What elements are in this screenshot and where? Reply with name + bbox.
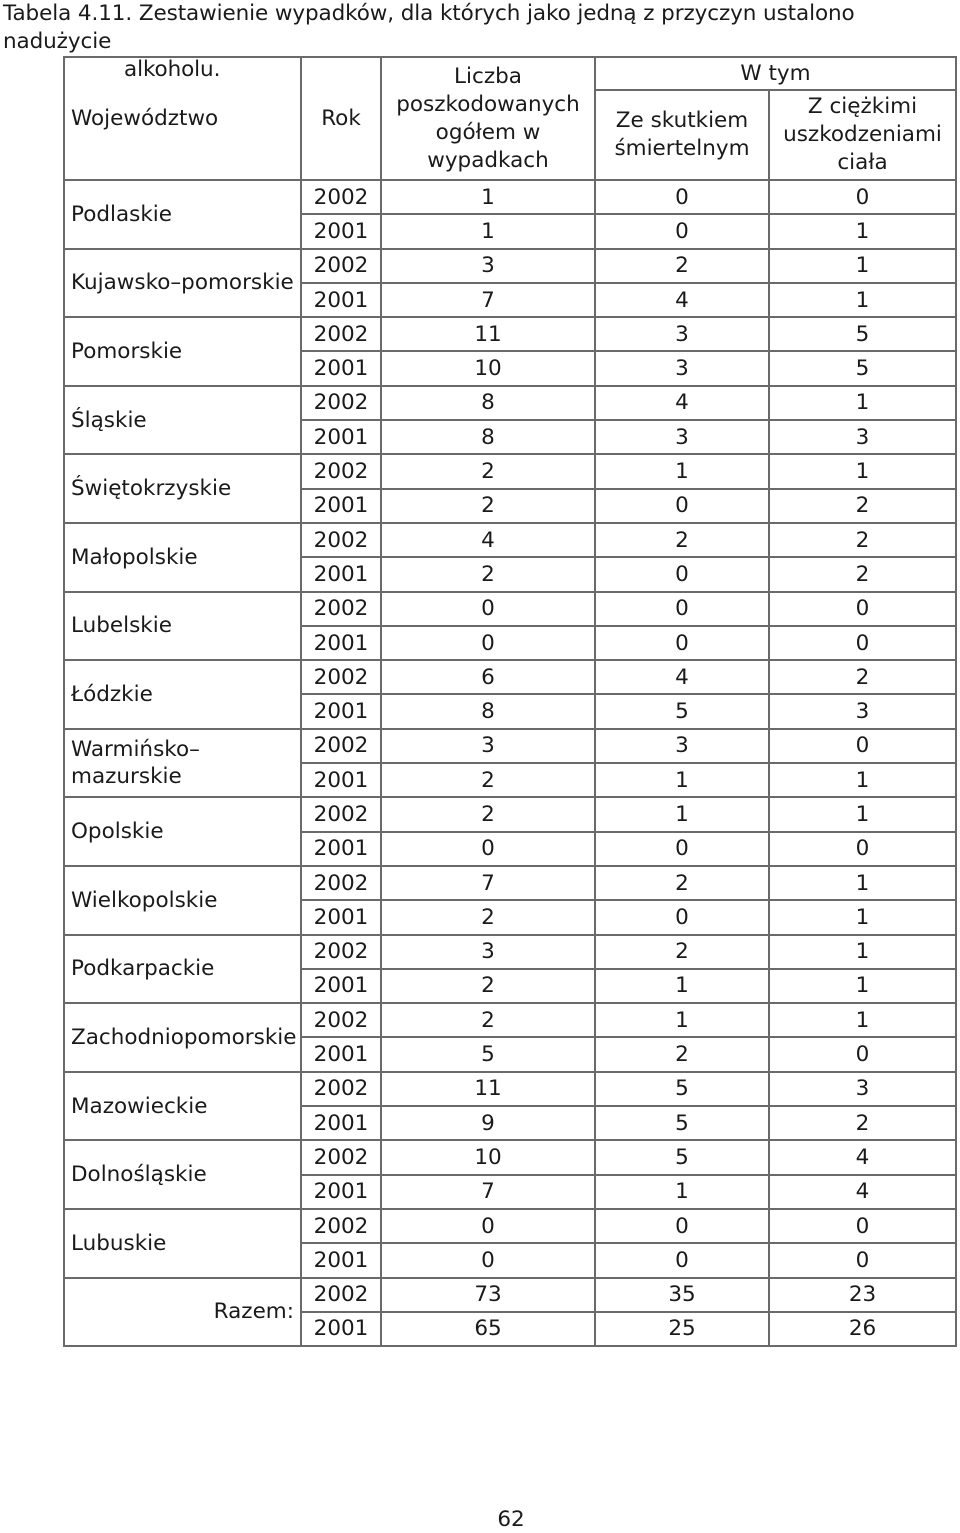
total-injured-cell: 11 bbox=[381, 317, 595, 351]
fatal-cell: 3 bbox=[595, 317, 769, 351]
year-cell: 2002 bbox=[301, 454, 381, 488]
serious-injury-cell: 1 bbox=[769, 283, 956, 317]
serious-injury-cell: 2 bbox=[769, 1106, 956, 1140]
year-cell: 2001 bbox=[301, 420, 381, 454]
year-cell: 2001 bbox=[301, 1175, 381, 1209]
total-injured-cell: 8 bbox=[381, 694, 595, 728]
caption-line-2: alkoholu. bbox=[124, 57, 221, 82]
fatal-cell: 3 bbox=[595, 420, 769, 454]
fatal-cell: 1 bbox=[595, 969, 769, 1003]
total-injured-cell: 1 bbox=[381, 180, 595, 214]
serious-injury-cell: 26 bbox=[769, 1312, 956, 1346]
header-rok: Rok bbox=[301, 57, 381, 180]
serious-injury-cell: 0 bbox=[769, 1243, 956, 1277]
table-row bbox=[64, 386, 956, 420]
total-injured-cell: 0 bbox=[381, 626, 595, 660]
serious-injury-cell: 0 bbox=[769, 729, 956, 763]
wojewodztwo-cell: Śląskie bbox=[64, 386, 301, 455]
fatal-cell: 0 bbox=[595, 180, 769, 214]
serious-injury-cell: 4 bbox=[769, 1175, 956, 1209]
wojewodztwo-cell: Dolnośląskie bbox=[64, 1140, 301, 1209]
fatal-cell: 5 bbox=[595, 1072, 769, 1106]
fatal-cell: 0 bbox=[595, 1243, 769, 1277]
year-cell: 2001 bbox=[301, 832, 381, 866]
year-cell: 2001 bbox=[301, 214, 381, 248]
year-cell: 2001 bbox=[301, 694, 381, 728]
serious-injury-cell: 5 bbox=[769, 317, 956, 351]
year-cell: 2002 bbox=[301, 386, 381, 420]
table-row bbox=[64, 866, 956, 900]
accidents-table bbox=[63, 56, 957, 1347]
serious-injury-cell: 0 bbox=[769, 1209, 956, 1243]
total-injured-cell: 0 bbox=[381, 592, 595, 626]
serious-injury-cell: 1 bbox=[769, 763, 956, 797]
total-injured-cell: 1 bbox=[381, 214, 595, 248]
year-cell: 2001 bbox=[301, 969, 381, 1003]
total-injured-cell: 2 bbox=[381, 797, 595, 831]
wojewodztwo-cell: Podlaskie bbox=[64, 180, 301, 249]
serious-injury-cell: 0 bbox=[769, 832, 956, 866]
fatal-cell: 5 bbox=[595, 1140, 769, 1174]
total-injured-cell: 2 bbox=[381, 489, 595, 523]
wojewodztwo-cell: Łódzkie bbox=[64, 660, 301, 729]
table-body bbox=[64, 180, 956, 1346]
header-wojewodztwo: Województwo bbox=[64, 57, 301, 180]
serious-injury-cell: 1 bbox=[769, 935, 956, 969]
serious-injury-cell: 5 bbox=[769, 351, 956, 385]
total-injured-cell: 4 bbox=[381, 523, 595, 557]
serious-injury-cell: 2 bbox=[769, 489, 956, 523]
year-cell: 2002 bbox=[301, 1072, 381, 1106]
wojewodztwo-cell: Kujawsko–pomorskie bbox=[64, 249, 301, 318]
total-injured-cell: 2 bbox=[381, 969, 595, 1003]
fatal-cell: 4 bbox=[595, 386, 769, 420]
serious-injury-cell: 1 bbox=[769, 1003, 956, 1037]
fatal-cell: 2 bbox=[595, 935, 769, 969]
serious-injury-cell: 2 bbox=[769, 557, 956, 591]
year-cell: 2002 bbox=[301, 180, 381, 214]
total-injured-cell: 3 bbox=[381, 729, 595, 763]
year-cell: 2001 bbox=[301, 1243, 381, 1277]
wojewodztwo-cell: Lubuskie bbox=[64, 1209, 301, 1278]
fatal-cell: 2 bbox=[595, 523, 769, 557]
wojewodztwo-cell: Lubelskie bbox=[64, 592, 301, 661]
year-cell: 2001 bbox=[301, 557, 381, 591]
table-row bbox=[64, 797, 956, 831]
header-w-tym: W tym bbox=[595, 57, 956, 90]
wojewodztwo-cell: Świętokrzyskie bbox=[64, 454, 301, 523]
wojewodztwo-cell: Wielkopolskie bbox=[64, 866, 301, 935]
year-cell: 2002 bbox=[301, 1003, 381, 1037]
year-cell: 2002 bbox=[301, 592, 381, 626]
total-injured-cell: 0 bbox=[381, 1209, 595, 1243]
total-injured-cell: 65 bbox=[381, 1312, 595, 1346]
fatal-cell: 3 bbox=[595, 351, 769, 385]
table-row bbox=[64, 1072, 956, 1106]
year-cell: 2002 bbox=[301, 1209, 381, 1243]
wojewodztwo-cell: Podkarpackie bbox=[64, 935, 301, 1004]
wojewodztwo-cell: Małopolskie bbox=[64, 523, 301, 592]
fatal-cell: 4 bbox=[595, 283, 769, 317]
total-injured-cell: 10 bbox=[381, 351, 595, 385]
serious-injury-cell: 3 bbox=[769, 694, 956, 728]
total-injured-cell: 2 bbox=[381, 454, 595, 488]
fatal-cell: 1 bbox=[595, 797, 769, 831]
serious-injury-cell: 0 bbox=[769, 180, 956, 214]
total-injured-cell: 7 bbox=[381, 1175, 595, 1209]
serious-injury-cell: 0 bbox=[769, 1037, 956, 1071]
total-injured-cell: 11 bbox=[381, 1072, 595, 1106]
year-cell: 2001 bbox=[301, 1037, 381, 1071]
total-injured-cell: 7 bbox=[381, 283, 595, 317]
table-row bbox=[64, 729, 956, 763]
year-cell: 2002 bbox=[301, 317, 381, 351]
year-cell: 2001 bbox=[301, 351, 381, 385]
serious-injury-cell: 1 bbox=[769, 866, 956, 900]
fatal-cell: 1 bbox=[595, 454, 769, 488]
fatal-cell: 1 bbox=[595, 763, 769, 797]
wojewodztwo-cell: Warmińsko– mazurskie bbox=[64, 729, 301, 798]
serious-injury-cell: 4 bbox=[769, 1140, 956, 1174]
serious-injury-cell: 1 bbox=[769, 454, 956, 488]
fatal-cell: 1 bbox=[595, 1003, 769, 1037]
total-injured-cell: 2 bbox=[381, 900, 595, 934]
fatal-cell: 0 bbox=[595, 489, 769, 523]
serious-injury-cell: 23 bbox=[769, 1278, 956, 1312]
total-label: Razem: bbox=[64, 1278, 301, 1347]
serious-injury-cell: 1 bbox=[769, 900, 956, 934]
serious-injury-cell: 1 bbox=[769, 214, 956, 248]
serious-injury-cell: 3 bbox=[769, 420, 956, 454]
table-row bbox=[64, 1278, 956, 1312]
table-row bbox=[64, 317, 956, 351]
total-injured-cell: 5 bbox=[381, 1037, 595, 1071]
total-injured-cell: 6 bbox=[381, 660, 595, 694]
serious-injury-cell: 1 bbox=[769, 249, 956, 283]
total-injured-cell: 0 bbox=[381, 832, 595, 866]
table-row bbox=[64, 454, 956, 488]
header-smiertelnym: Ze skutkiem śmiertelnym bbox=[595, 90, 769, 180]
fatal-cell: 2 bbox=[595, 866, 769, 900]
wojewodztwo-cell: Opolskie bbox=[64, 797, 301, 866]
fatal-cell: 0 bbox=[595, 592, 769, 626]
table-row bbox=[64, 1003, 956, 1037]
caption-line-1: Tabela 4.11. Zestawienie wypadków, dla których jako jedną z przyczyn ustalono nadużycie bbox=[3, 1, 855, 54]
year-cell: 2001 bbox=[301, 900, 381, 934]
table-row bbox=[64, 660, 956, 694]
year-cell: 2002 bbox=[301, 523, 381, 557]
total-injured-cell: 73 bbox=[381, 1278, 595, 1312]
fatal-cell: 2 bbox=[595, 1037, 769, 1071]
fatal-cell: 0 bbox=[595, 1209, 769, 1243]
year-cell: 2002 bbox=[301, 660, 381, 694]
header-ciezkimi: Z ciężkimi uszkodzeniami ciała bbox=[769, 90, 956, 180]
serious-injury-cell: 2 bbox=[769, 523, 956, 557]
year-cell: 2001 bbox=[301, 763, 381, 797]
year-cell: 2002 bbox=[301, 866, 381, 900]
year-cell: 2002 bbox=[301, 1140, 381, 1174]
serious-injury-cell: 1 bbox=[769, 386, 956, 420]
wojewodztwo-cell: Mazowieckie bbox=[64, 1072, 301, 1141]
fatal-cell: 0 bbox=[595, 832, 769, 866]
year-cell: 2002 bbox=[301, 935, 381, 969]
fatal-cell: 5 bbox=[595, 694, 769, 728]
fatal-cell: 0 bbox=[595, 214, 769, 248]
serious-injury-cell: 3 bbox=[769, 1072, 956, 1106]
fatal-cell: 0 bbox=[595, 626, 769, 660]
total-injured-cell: 8 bbox=[381, 386, 595, 420]
total-injured-cell: 8 bbox=[381, 420, 595, 454]
fatal-cell: 1 bbox=[595, 1175, 769, 1209]
fatal-cell: 3 bbox=[595, 729, 769, 763]
page-number: 62 bbox=[497, 1507, 525, 1532]
total-injured-cell: 7 bbox=[381, 866, 595, 900]
year-cell: 2001 bbox=[301, 1312, 381, 1346]
year-cell: 2002 bbox=[301, 729, 381, 763]
serious-injury-cell: 0 bbox=[769, 626, 956, 660]
serious-injury-cell: 0 bbox=[769, 592, 956, 626]
year-cell: 2001 bbox=[301, 489, 381, 523]
serious-injury-cell: 1 bbox=[769, 969, 956, 1003]
table-row bbox=[64, 180, 956, 214]
year-cell: 2001 bbox=[301, 283, 381, 317]
fatal-cell: 0 bbox=[595, 900, 769, 934]
total-injured-cell: 2 bbox=[381, 557, 595, 591]
total-injured-cell: 2 bbox=[381, 763, 595, 797]
year-cell: 2002 bbox=[301, 797, 381, 831]
table-row bbox=[64, 1209, 956, 1243]
fatal-cell: 2 bbox=[595, 249, 769, 283]
table-row bbox=[64, 249, 956, 283]
serious-injury-cell: 1 bbox=[769, 797, 956, 831]
wojewodztwo-cell: Pomorskie bbox=[64, 317, 301, 386]
fatal-cell: 0 bbox=[595, 557, 769, 591]
fatal-cell: 5 bbox=[595, 1106, 769, 1140]
table-row bbox=[64, 523, 956, 557]
fatal-cell: 25 bbox=[595, 1312, 769, 1346]
total-injured-cell: 3 bbox=[381, 249, 595, 283]
table-row bbox=[64, 592, 956, 626]
table-row bbox=[64, 1140, 956, 1174]
total-injured-cell: 0 bbox=[381, 1243, 595, 1277]
header-liczba: Liczba poszkodowanych ogółem w wypadkach bbox=[381, 57, 595, 180]
year-cell: 2001 bbox=[301, 626, 381, 660]
serious-injury-cell: 2 bbox=[769, 660, 956, 694]
year-cell: 2002 bbox=[301, 249, 381, 283]
fatal-cell: 35 bbox=[595, 1278, 769, 1312]
year-cell: 2001 bbox=[301, 1106, 381, 1140]
year-cell: 2002 bbox=[301, 1278, 381, 1312]
wojewodztwo-cell: Zachodniopomorskie bbox=[64, 1003, 301, 1072]
total-injured-cell: 3 bbox=[381, 935, 595, 969]
table-row bbox=[64, 935, 956, 969]
fatal-cell: 4 bbox=[595, 660, 769, 694]
total-injured-cell: 10 bbox=[381, 1140, 595, 1174]
total-injured-cell: 9 bbox=[381, 1106, 595, 1140]
total-injured-cell: 2 bbox=[381, 1003, 595, 1037]
